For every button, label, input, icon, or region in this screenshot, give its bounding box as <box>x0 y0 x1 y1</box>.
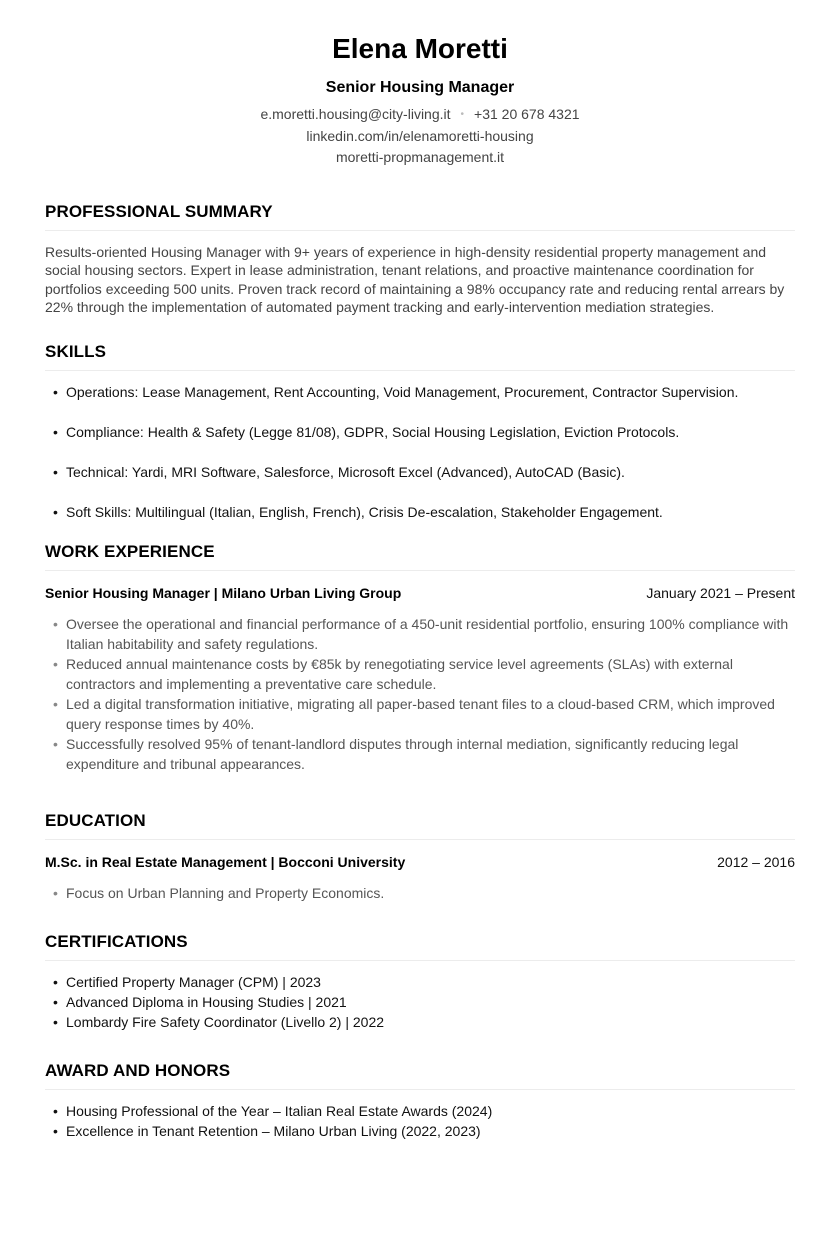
skill-text: Soft Skills: Multilingual (Italian, English, French), Crisis De-escalation, Stakeholder Engagement. <box>66 503 663 520</box>
website-link[interactable]: moretti-propmanagement.it <box>335 149 505 165</box>
education-dates: 2012 – 2016 <box>717 853 795 870</box>
certification-text: Lombardy Fire Safety Coordinator (Livello 2) | 2022 <box>66 1013 385 1030</box>
certification-text: Certified Property Manager (CPM) | 2023 <box>66 973 321 990</box>
certifications-section <box>45 932 795 1032</box>
skills-list <box>45 382 795 522</box>
job-role: Senior Housing Manager | Milano Urban Living Group <box>45 584 402 601</box>
award-text: Excellence in Tenant Retention – Milano Urban Living (2022, 2023) <box>66 1122 481 1139</box>
section-heading: CERTIFICATIONS <box>45 932 795 961</box>
bullet: • <box>53 993 58 1010</box>
list-item <box>45 422 795 442</box>
candidate-name: Elena Moretti <box>332 33 508 64</box>
bullet: • <box>53 383 58 400</box>
list-item <box>45 694 795 734</box>
section-heading: WORK EXPERIENCE <box>45 542 795 571</box>
award-text: Housing Professional of the Year – Italian Real Estate Awards (2024) <box>66 1102 493 1119</box>
list-item <box>45 462 795 482</box>
job-bullets <box>45 614 795 774</box>
contact-info <box>45 104 795 169</box>
list-item <box>45 883 795 903</box>
summary-text: Results-oriented Housing Manager with 9+ years of experience in high-density residential property management and social housing sectors. Expert in lease administration, tenant relations, and proactive maintenance coordination for portfolios exceeding 500 units. Proven track record of maintaining a 98% occupancy rate and reducing rental arrears by 22% through the implementation of automated payment tracking and early-intervention mediation strategies. <box>45 243 785 315</box>
list-item <box>45 1012 795 1032</box>
bullet: • <box>53 884 58 901</box>
awards-list <box>45 1101 795 1141</box>
education-bullet-text: Focus on Urban Planning and Property Economics. <box>66 884 385 901</box>
bullet: • <box>53 735 58 752</box>
skill-text: Operations: Lease Management, Rent Accounting, Void Management, Procurement, Contractor Supervision. <box>66 383 739 400</box>
section-heading: AWARD AND HONORS <box>45 1061 795 1090</box>
bullet: • <box>53 695 58 712</box>
skills-section <box>45 342 795 522</box>
section-heading: PROFESSIONAL SUMMARY <box>45 202 795 231</box>
bullet: • <box>53 655 58 672</box>
contact-line-1 <box>45 104 795 126</box>
job-bullet-text: Reduced annual maintenance costs by €85k by renegotiating service level agreements (SLAs) with external contractors and implementing a preventative care schedule. <box>66 655 733 692</box>
skill-text: Technical: Yardi, MRI Software, Salesforce, Microsoft Excel (Advanced), AutoCAD (Basic). <box>66 463 625 480</box>
certifications-list <box>45 972 795 1032</box>
list-item <box>45 1101 795 1121</box>
experience-section <box>45 542 795 774</box>
contact-separator: • <box>460 109 465 120</box>
job-bullet-text: Led a digital transformation initiative, migrating all paper-based tenant files to a cloud-based CRM, which improved query response times by 40%. <box>66 695 775 732</box>
list-item <box>45 972 795 992</box>
education-bullets <box>45 883 795 903</box>
email-link[interactable]: e.moretti.housing@city-living.it <box>260 106 451 122</box>
bullet: • <box>53 463 58 480</box>
bullet: • <box>53 503 58 520</box>
bullet: • <box>53 1013 58 1030</box>
phone-number[interactable]: +31 20 678 4321 <box>474 106 580 122</box>
section-heading: EDUCATION <box>45 811 795 840</box>
job-dates: January 2021 – Present <box>646 584 795 601</box>
bullet: • <box>53 1102 58 1119</box>
linkedin-link[interactable]: linkedin.com/in/elenamoretti-housing <box>306 127 534 144</box>
bullet: • <box>53 615 58 632</box>
list-item <box>45 654 795 694</box>
list-item <box>45 614 795 654</box>
list-item <box>45 734 795 774</box>
candidate-title: Senior Housing Manager <box>325 79 515 96</box>
summary-section <box>45 202 795 317</box>
job-header <box>45 583 795 603</box>
bullet: • <box>53 973 58 990</box>
awards-section <box>45 1061 795 1141</box>
skill-text: Compliance: Health & Safety (Legge 81/08), GDPR, Social Housing Legislation, Eviction Protocols. <box>66 423 680 440</box>
education-header <box>45 852 795 872</box>
bullet: • <box>53 423 58 440</box>
resume-header <box>45 0 795 169</box>
list-item <box>45 382 795 402</box>
certification-text: Advanced Diploma in Housing Studies | 2021 <box>66 993 347 1010</box>
job-bullet-text: Oversee the operational and financial performance of a 450-unit residential portfolio, ensuring 100% compliance with Italian habitability and safety regulations. <box>66 615 789 652</box>
degree-title: M.Sc. in Real Estate Management | Bocconi University <box>45 853 406 870</box>
list-item <box>45 992 795 1012</box>
list-item <box>45 502 795 522</box>
bullet: • <box>53 1122 58 1139</box>
education-section <box>45 811 795 903</box>
list-item <box>45 1121 795 1141</box>
job-bullet-text: Successfully resolved 95% of tenant-landlord disputes through internal mediation, significantly reducing legal expenditure and tribunal appearances. <box>66 735 739 772</box>
section-heading: SKILLS <box>45 342 795 371</box>
